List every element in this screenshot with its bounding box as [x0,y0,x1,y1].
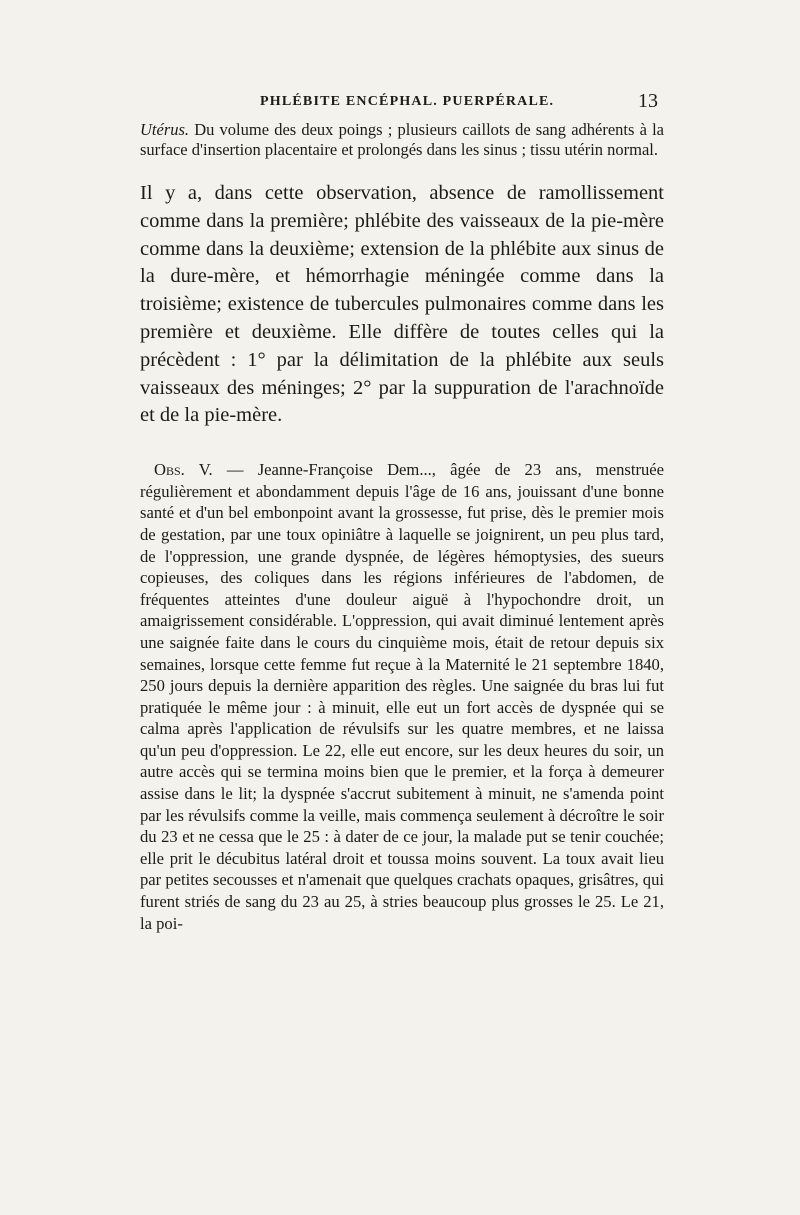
uterus-text: Du volume des deux poings ; plusieurs caillots de sang adhérents à la surface d'insertion placentaire et prolongés dans les sinus ; tissu utérin normal. [140,120,664,159]
observation-label: Obs. V. [154,460,213,480]
observation-text: — Jeanne-Françoise Dem..., âgée de 23 ans, menstruée régulièrement et abondamment depuis l'âge de 16 ans, jouissant d'une bonne santé et d'un bel embonpoint avant la grossesse, fut prise, dès le premier mois de gestation, par une toux opiniâtre à laquelle se joignirent, un peu plus tard, de l'oppression, une grande dyspnée, de légères hémoptysies, des sueurs copieuses, des coliques dans les régions inférieures de l'abdomen, de fréquentes atteintes d'une douleur aiguë à l'hypochondre droit, un amaigrissement considérable. L'oppression, qui avait diminué lentement après une saignée faite dans le cours du cinquième mois, était de retour depuis six semaines, lorsque cette femme fut reçue à la Maternité le 21 septembre 1840, 250 jours depuis la dernière apparition des règles. Une saignée du bras lui fut pratiquée le même jour : à minuit, elle eut un fort accès de dyspnée qui se calma après l'application de révulsifs sur les quatre membres, et ne laissa qu'un peu d'oppression. Le 22, elle eut encore, sur les deux heures du soir, un autre accès qui se termina moins bien que le premier, et la força à demeurer assise dans le lit; la dyspnée s'accrut subitement à minuit, ne s'amenda point par les révulsifs comme la veille, mais commença seulement à décroître le soir du 23 et ne cessa que le 25 : à dater de ce jour, la malade put se tenir couchée; elle prit le décubitus latéral droit et toussa moins souvent. La toux avait lieu par petites secousses et n'amenait que quelques crachats opaques, grisâtres, qui furent striés de sang du 23 au 25, à stries beaucoup plus grosses le 25. Le 21, la poi- [140,460,664,933]
paragraph-observation-5 [140,459,664,934]
running-title: PHLÉBITE ENCÉPHAL. PUERPÉRALE. [260,94,555,109]
book-page [140,90,664,934]
page-header [140,90,664,116]
paragraph-analysis: Il y a, dans cette observation, absence de ramollissement comme dans la première; phlébite des vaisseaux de la pie-mère comme dans la deuxième; extension de la phlébite aux sinus de la dure-mère, et hémorrhagie méningée comme dans la troisième; existence de tubercules pulmonaires comme dans les première et deuxième. Elle diffère de toutes celles qui la précèdent : 1° par la délimitation de la phlébite aux seuls vaisseaux des méninges; 2° par la suppuration de l'arachnoïde et de la pie-mère. [140,182,664,427]
paragraph-uterus [140,120,664,160]
page-number: 13 [638,90,658,112]
uterus-label: Utérus. [140,120,190,139]
